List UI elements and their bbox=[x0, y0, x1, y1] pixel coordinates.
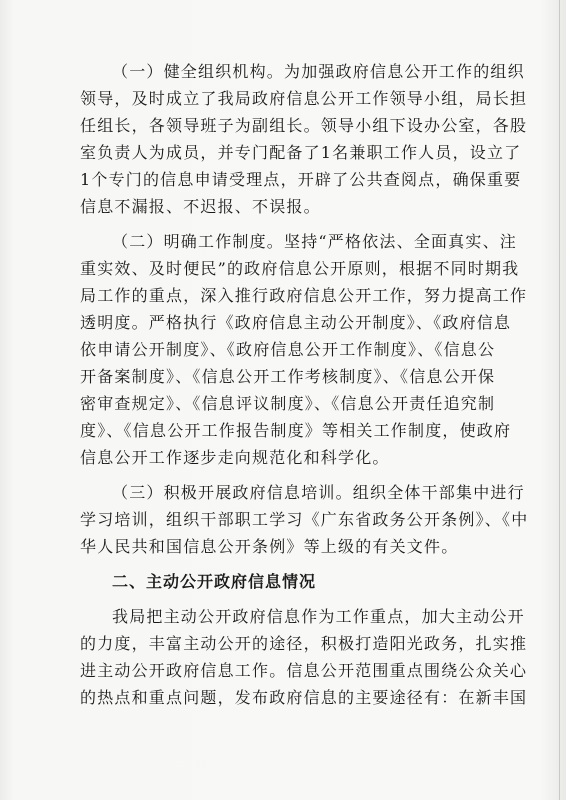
paragraph-2-line-5: 依申请公开制度》、《政府信息公开工作制度》、《信息公 bbox=[80, 340, 496, 359]
paragraph-1-line-3: 任组长，各领导班子为副组长。领导小组下设办公室，各股 bbox=[80, 116, 528, 135]
paragraph-3-line-3: 华人民共和国信息公开条例》等上级的有关文件。 bbox=[80, 537, 459, 556]
paragraph-2-line-9: 信息公开工作逐步走向规范化和科学化。 bbox=[80, 448, 390, 467]
paragraph-1-line-4: 室负责人为成员，并专门配备了1名兼职工作人员，设立了 bbox=[80, 143, 522, 162]
paragraph-2-line-3: 局工作的重点，深入推行政府信息公开工作，努力提高工作 bbox=[80, 286, 528, 305]
paragraph-2-line-7: 密审查规定》、《信息评议制度》、《信息公开责任追究制 bbox=[80, 394, 496, 413]
paragraph-2-line-2: 重实效、及时便民”的政府信息公开原则，根据不同时期我 bbox=[80, 259, 520, 278]
paragraph-1-line-5: 1个专门的信息申请受理点，开辟了公共查阅点，确保重要 bbox=[80, 170, 522, 189]
paragraph-2-line-8: 度》、《信息公开工作报告制度》等相关工作制度，使政府 bbox=[80, 421, 512, 440]
paragraph-4-line-1: 我局把主动公开政府信息作为工作重点，加大主动公开 bbox=[112, 607, 525, 626]
document-body bbox=[80, 58, 529, 711]
paragraph-1-line-6: 信息不漏报、不迟报、不误报。 bbox=[80, 197, 321, 216]
scan-edge-line bbox=[559, 0, 560, 800]
paragraph-3-line-2: 学习培训，组织干部职工学习《广东省政务公开条例》、《中 bbox=[80, 510, 529, 529]
paragraph-2-line-6: 开备案制度》、《信息公开工作考核制度》、《信息公开保 bbox=[80, 367, 496, 386]
paragraph-2-line-4: 透明度。严格执行《政府信息主动公开制度》、《政府信息 bbox=[80, 313, 512, 332]
paragraph-3-line-1: （三）积极开展政府信息培训。组织全体干部集中进行 bbox=[112, 483, 525, 502]
paragraph-1-line-1: （一）健全组织机构。为加强政府信息公开工作的组织 bbox=[112, 62, 525, 81]
paragraph-4-line-3: 进主动公开政府信息工作。信息公开范围重点围绕公众关心 bbox=[80, 661, 528, 680]
section-heading: 二、主动公开政府信息情况 bbox=[112, 572, 317, 591]
paragraph-2-line-1: （二）明确工作制度。坚持“严格依法、全面真实、注 bbox=[112, 232, 517, 251]
paragraph-1-line-2: 领导，及时成立了我局政府信息公开工作领导小组，局长担 bbox=[80, 89, 528, 108]
paragraph-4-line-2: 的力度，丰富主动公开的途径，积极打造阳光政务，扎实推 bbox=[80, 634, 528, 653]
paragraph-4-line-4: 的热点和重点问题，发布政府信息的主要途径有：在新丰国 bbox=[80, 688, 528, 707]
